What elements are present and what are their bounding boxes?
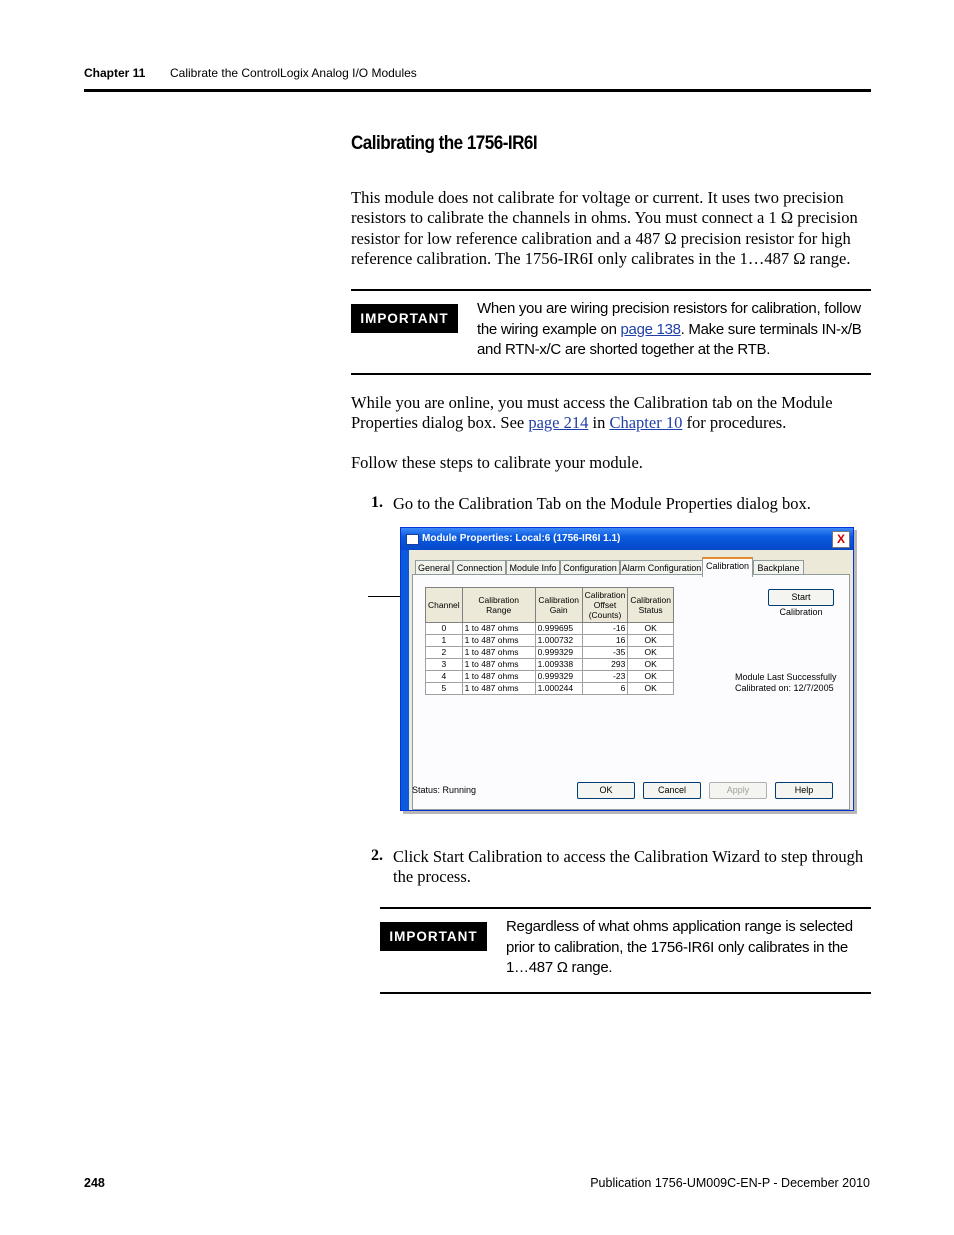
cell: 1 to 487 ohms [462, 635, 535, 647]
step-1-number: 1. [371, 494, 383, 511]
cell: OK [628, 623, 674, 635]
help-button[interactable]: Help [775, 782, 833, 799]
important-text [506, 917, 871, 979]
cell: 293 [582, 659, 628, 671]
section-title: Calibrating the 1756-IR6I [351, 133, 538, 154]
tab-general[interactable]: General [415, 560, 453, 575]
step-2-number: 2. [371, 847, 383, 864]
page-138-link[interactable]: page 138 [620, 320, 681, 338]
window-icon [406, 534, 419, 545]
cell: -23 [582, 671, 628, 683]
cell: 2 [426, 647, 463, 659]
intro-line: This module does not calibrate for voltage or current. It uses two precision [351, 188, 844, 207]
table-row [426, 683, 674, 695]
cell: -35 [582, 647, 628, 659]
intro-paragraph [351, 188, 858, 269]
chapter-title: Calibrate the ControlLogix Analog I/O Modules [170, 66, 417, 80]
intro-line: resistors to calibrate the channels in ohms. You must connect a 1 Ω precision [351, 208, 858, 228]
table-row [426, 671, 674, 683]
tab-connection[interactable]: Connection [453, 560, 506, 575]
tab-alarm-configuration[interactable]: Alarm Configuration [620, 560, 703, 575]
last-calibrated-date: Calibrated on: 12/7/2005 [735, 683, 834, 693]
tab-configuration[interactable]: Configuration [560, 560, 620, 575]
cell: OK [628, 659, 674, 671]
calibration-table [425, 587, 674, 695]
column-header: Calibration Offset (Counts) [582, 588, 628, 623]
cell: 16 [582, 635, 628, 647]
column-header: Calibration Status [628, 588, 674, 623]
apply-button[interactable]: Apply [709, 782, 767, 799]
cell: 4 [426, 671, 463, 683]
window-border [401, 550, 409, 810]
tab-module-info[interactable]: Module Info [506, 560, 560, 575]
cell: 1.000732 [535, 635, 582, 647]
cell: 5 [426, 683, 463, 695]
table-row [426, 647, 674, 659]
step-1-text: Go to the Calibration Tab on the Module Properties dialog box. [393, 494, 811, 513]
chapter-10-link[interactable]: Chapter 10 [609, 413, 683, 433]
status-text: Status: Running [412, 785, 477, 795]
cell: OK [628, 635, 674, 647]
column-header: Calibration Range [462, 588, 535, 623]
table-row [426, 623, 674, 635]
column-header: Channel [426, 588, 463, 623]
cell: 0 [426, 623, 463, 635]
module-properties-dialog [400, 527, 854, 811]
table-row [426, 659, 674, 671]
online-line: While you are online, you must access the Calibration tab on the Module [351, 393, 833, 412]
cell: OK [628, 671, 674, 683]
important-box [351, 289, 871, 375]
cell: 1 to 487 ohms [462, 671, 535, 683]
important-line: Regardless of what ohms application range is selected [506, 918, 853, 935]
cell: 0.999695 [535, 623, 582, 635]
tab-backplane[interactable]: Backplane [753, 560, 804, 575]
close-icon[interactable]: X [832, 531, 850, 548]
cell: 1 to 487 ohms [462, 647, 535, 659]
important-line: the wiring example on page 138. Make sure terminals IN-x/B [477, 320, 862, 338]
important-label: IMPORTANT [380, 922, 487, 951]
ok-button[interactable]: OK [577, 782, 635, 799]
dialog-title-bar [401, 528, 853, 550]
table-row [426, 635, 674, 647]
cell: OK [628, 683, 674, 695]
important-line: 1…487 Ω range. [506, 959, 613, 976]
cancel-button[interactable]: Cancel [643, 782, 701, 799]
cell: 1 [426, 635, 463, 647]
intro-line: reference calibration. The 1756-IR6I only calibrates in the 1…487 Ω range. [351, 248, 851, 268]
cell: 1 to 487 ohms [462, 683, 535, 695]
page-214-link[interactable]: page 214 [528, 413, 589, 433]
chapter-label: Chapter 11 [84, 66, 146, 80]
cell: -16 [582, 623, 628, 635]
cell: 1 to 487 ohms [462, 623, 535, 635]
cell: 1.009338 [535, 659, 582, 671]
important-text [477, 299, 871, 361]
important-line: When you are wiring precision resistors for calibration, follow [477, 300, 861, 317]
header-rule [84, 89, 871, 92]
start-calibration-button[interactable]: Start Calibration [768, 589, 834, 606]
cell: 3 [426, 659, 463, 671]
page-number: 248 [84, 1176, 105, 1190]
online-paragraph [351, 393, 833, 434]
running-header [84, 66, 417, 80]
dialog-title: Module Properties: Local:6 (1756-IR6I 1.1) [422, 533, 621, 544]
important-box [380, 907, 871, 994]
follow-steps-text: Follow these steps to calibrate your module. [351, 453, 643, 472]
last-calibrated-label: Module Last Successfully [735, 672, 837, 682]
publication-info: Publication 1756-UM009C-EN-P - December 2010 [590, 1176, 870, 1190]
online-line: Properties dialog box. See page 214 in Chapter 10 for procedures. [351, 413, 787, 433]
cell: OK [628, 647, 674, 659]
important-line: prior to calibration, the 1756-IR6I only calibrates in the [506, 938, 848, 956]
step-2-line: the process. [393, 867, 471, 887]
step-2-text [393, 847, 863, 888]
cell: 0.999329 [535, 671, 582, 683]
important-line: and RTN-x/C are shorted together at the RTB. [477, 341, 771, 358]
step-2-line: Click Start Calibration to access the Calibration Wizard to step through [393, 847, 864, 866]
cell: 1 to 487 ohms [462, 659, 535, 671]
important-label: IMPORTANT [351, 304, 458, 333]
intro-line: resistor for low reference calibration and a 487 Ω precision resistor for high [351, 228, 851, 248]
tab-calibration[interactable]: Calibration [702, 557, 753, 577]
column-header: Calibration Gain [535, 588, 582, 623]
cell: 0.999329 [535, 647, 582, 659]
cell: 1.000244 [535, 683, 582, 695]
cell: 6 [582, 683, 628, 695]
